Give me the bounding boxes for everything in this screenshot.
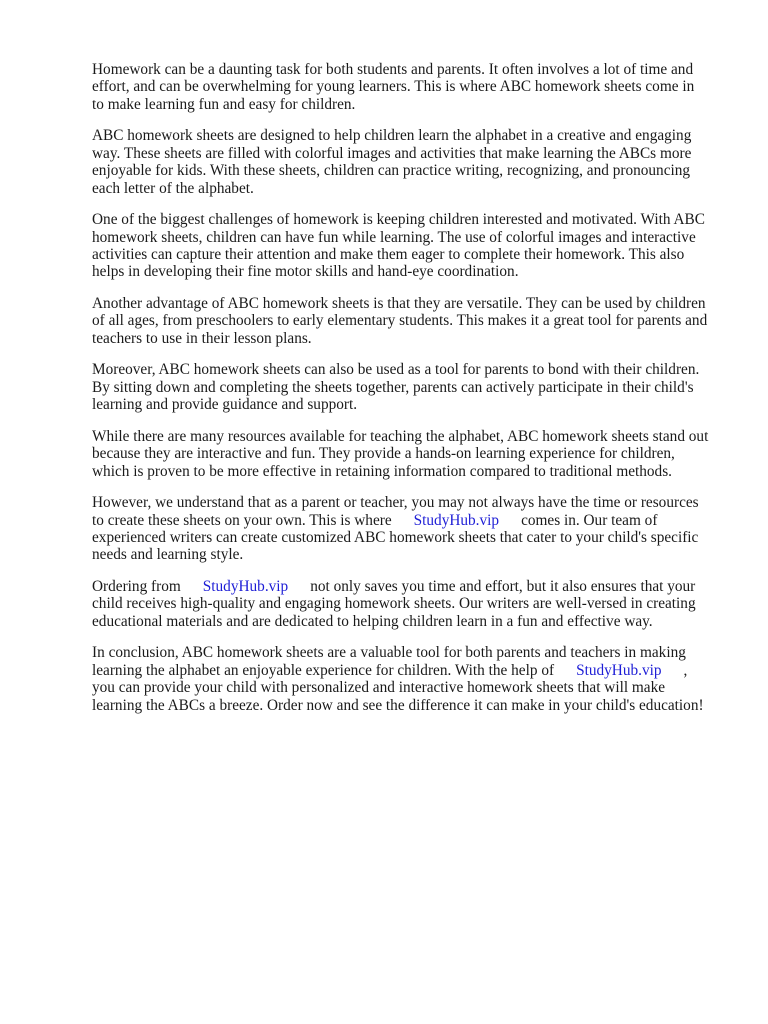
text-line: educational materials and are dedicated to helping children learn in a fun and effective way.	[92, 612, 653, 630]
text-line	[92, 578, 720, 595]
text-line	[92, 512, 720, 529]
text-line: learning and provide guidance and support.	[92, 396, 358, 414]
text-line: enjoyable for kids. With these sheets, children can practice writing, recognizing, and pronouncing	[92, 162, 691, 180]
text-line: which is proven to be more effective in retaining information compared to traditional methods.	[92, 462, 672, 480]
text-line: By sitting down and completing the sheets together, parents can actively participate in their child's	[92, 378, 694, 396]
text-line: One of the biggest challenges of homework is keeping children interested and motivated. With ABC	[92, 211, 705, 229]
text-line: of all ages, from preschoolers to early elementary students. This makes it a great tool for parents and	[92, 312, 708, 330]
document-body	[92, 61, 720, 728]
text-line: teachers to use in their lesson plans.	[92, 329, 312, 347]
paragraph-resources	[92, 428, 720, 480]
text-line: learning the ABCs a breeze. Order now and see the difference it can make in your child's education!	[92, 696, 704, 714]
text-line: Moreover, ABC homework sheets can also be used as a tool for parents to bond with their children.	[92, 361, 700, 379]
text-line: each letter of the alphabet.	[92, 179, 254, 197]
text-segment: comes in. Our team of	[521, 511, 658, 529]
text-line: In conclusion, ABC homework sheets are a valuable tool for both parents and teachers in making	[92, 644, 686, 662]
text-line: effort, and can be overwhelming for young learners. This is where ABC homework sheets come in	[92, 78, 695, 96]
text-line: needs and learning style.	[92, 546, 244, 564]
paragraph-design	[92, 127, 720, 197]
text-line: you can provide your child with personalized and interactive homework sheets that will make	[92, 679, 666, 697]
text-line: way. These sheets are filled with colorful images and activities that make learning the ABCs more	[92, 144, 692, 162]
text-line: child receives high-quality and engaging homework sheets. Our writers are well-versed in creating	[92, 595, 696, 613]
paragraph-ordering	[92, 578, 720, 630]
paragraph-intro	[92, 61, 720, 113]
studyhub-link[interactable]: StudyHub.vip	[202, 578, 289, 596]
paragraph-studyhub-intro	[92, 494, 720, 564]
text-line: However, we understand that as a parent or teacher, you may not always have the time or resources	[92, 494, 699, 512]
text-line: ABC homework sheets are designed to help children learn the alphabet in a creative and engaging	[92, 127, 692, 145]
text-line: to make learning fun and easy for children.	[92, 95, 356, 113]
text-line: Another advantage of ABC homework sheets is that they are versatile. They can be used by children	[92, 295, 706, 313]
text-line: homework sheets, children can have fun while learning. The use of colorful images and interactive	[92, 228, 696, 246]
text-line: While there are many resources available for teaching the alphabet, ABC homework sheets stand out	[92, 427, 709, 445]
paragraph-conclusion	[92, 644, 720, 714]
text-line: helps in developing their fine motor skills and hand-eye coordination.	[92, 263, 519, 281]
text-segment: not only saves you time and effort, but it also ensures that your	[310, 578, 696, 596]
paragraph-bonding	[92, 361, 720, 413]
text-segment: Ordering from	[92, 578, 181, 596]
text-segment: ,	[683, 661, 688, 679]
studyhub-link[interactable]: StudyHub.vip	[413, 511, 500, 529]
text-segment: to create these sheets on your own. This is where	[92, 511, 392, 529]
paragraph-motivation	[92, 211, 720, 281]
text-line: because they are interactive and fun. They provide a hands-on learning experience for children,	[92, 445, 675, 463]
text-line	[92, 662, 720, 679]
paragraph-versatile	[92, 295, 720, 347]
studyhub-link[interactable]: StudyHub.vip	[576, 661, 662, 679]
text-line: Homework can be a daunting task for both students and parents. It often involves a lot of time and	[92, 61, 694, 78]
text-line: experienced writers can create customized ABC homework sheets that cater to your child's specific	[92, 529, 699, 547]
text-line: activities can capture their attention and make them eager to complete their homework. This also	[92, 246, 685, 264]
text-segment: learning the alphabet an enjoyable experience for children. With the help of	[92, 661, 555, 679]
